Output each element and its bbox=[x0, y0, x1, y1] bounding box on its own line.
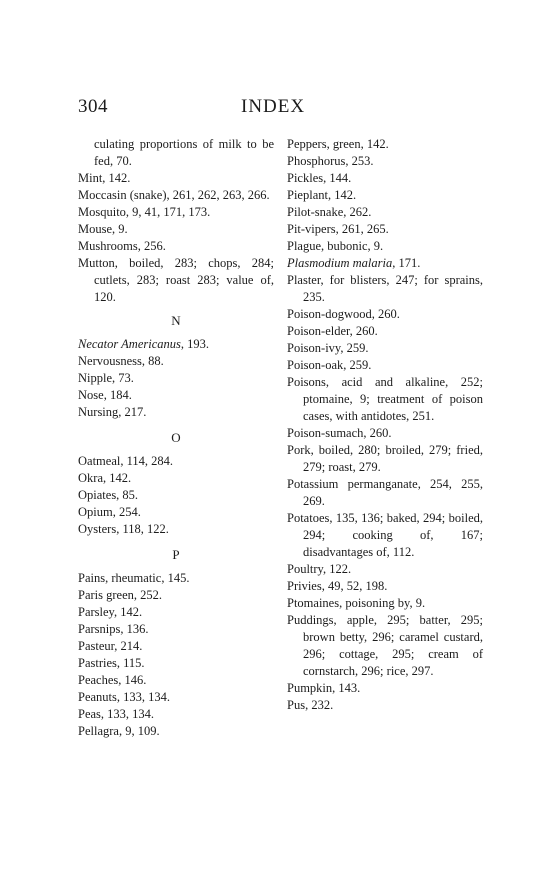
index-entry: Pains, rheumatic, 145. bbox=[78, 571, 190, 585]
left-column bbox=[78, 136, 274, 740]
index-entry: Paris green, 252. bbox=[78, 588, 163, 602]
index-entry: Poultry, 122. bbox=[287, 562, 352, 576]
index-entry: Peanuts, 133, 134. bbox=[78, 690, 171, 704]
index-entry: Opiates, 85. bbox=[78, 488, 139, 502]
index-entry: Poison-ivy, 259. bbox=[287, 341, 369, 355]
index-entry: Oatmeal, 114, 284. bbox=[78, 454, 174, 468]
index-entry: Nervousness, 88. bbox=[78, 354, 164, 368]
index-entry: Pus, 232. bbox=[287, 698, 334, 712]
index-entry: Privies, 49, 52, 198. bbox=[287, 579, 388, 593]
index-entry: Nursing, 217. bbox=[78, 405, 147, 419]
section-letter-p: P bbox=[172, 547, 180, 562]
index-entry: Plasmodium malaria, 171. bbox=[287, 256, 421, 270]
running-head: INDEX bbox=[241, 96, 306, 117]
index-entry: Phosphorus, 253. bbox=[287, 154, 374, 168]
index-entry: Moccasin (snake), 261, 262, 263, 266. bbox=[78, 188, 270, 202]
index-entry: Parsley, 142. bbox=[78, 605, 143, 619]
index-entry: Mosquito, 9, 41, 171, 173. bbox=[78, 205, 211, 219]
index-entry: Ptomaines, poisoning by, 9. bbox=[287, 596, 426, 610]
index-entry: Pastries, 115. bbox=[78, 656, 145, 670]
index-entry: Parsnips, 136. bbox=[78, 622, 149, 636]
index-entry: Peppers, green, 142. bbox=[287, 137, 389, 151]
index-entry: Okra, 142. bbox=[78, 471, 132, 485]
index-entry: Mushrooms, 256. bbox=[78, 239, 166, 253]
page-header bbox=[78, 96, 478, 120]
index-entry: Mutton, boiled, 283; chops, 284; cutlets, 283; roast 283; value of, 120. bbox=[78, 256, 274, 304]
index-entry: Poison-sumach, 260. bbox=[287, 426, 392, 440]
index-entry: Peas, 133, 134. bbox=[78, 707, 155, 721]
index-entry: Poisons, acid and alkaline, 252; ptomaine, 9; treatment of poison cases, with antidotes, 251. bbox=[287, 375, 483, 423]
index-entry: Mint, 142. bbox=[78, 171, 131, 185]
index-entry: Oysters, 118, 122. bbox=[78, 522, 169, 536]
index-entry: Puddings, apple, 295; batter, 295; brown betty, 296; caramel custard, 296; cottage, 295; cream of cornstarch, 296; rice, 297. bbox=[287, 613, 483, 678]
index-entry: Pellagra, 9, 109. bbox=[78, 724, 160, 738]
index-entry: Potassium permanganate, 254, 255, 269. bbox=[287, 477, 483, 508]
index-entry: Peaches, 146. bbox=[78, 673, 147, 687]
index-entry-continuation: culating proportions of milk to be fed, 70. bbox=[94, 137, 274, 168]
section-letter-o: O bbox=[171, 430, 181, 445]
index-entry: Nose, 184. bbox=[78, 388, 132, 402]
index-entry: Plague, bubonic, 9. bbox=[287, 239, 384, 253]
right-column bbox=[287, 136, 483, 714]
index-entry: Pit-vipers, 261, 265. bbox=[287, 222, 389, 236]
page-number: 304 bbox=[78, 96, 108, 117]
index-entry-italic: Plasmodium malaria bbox=[287, 256, 393, 270]
index-entry-italic: Necator Americanus bbox=[78, 337, 181, 351]
index-entry: Poison-dogwood, 260. bbox=[287, 307, 400, 321]
index-entry: Pumpkin, 143. bbox=[287, 681, 361, 695]
index-entry: Necator Americanus, 193. bbox=[78, 337, 210, 351]
index-entry: Pasteur, 214. bbox=[78, 639, 143, 653]
index-entry: Pieplant, 142. bbox=[287, 188, 357, 202]
index-entry: Pilot-snake, 262. bbox=[287, 205, 372, 219]
index-entry: Poison-elder, 260. bbox=[287, 324, 378, 338]
index-entry: Mouse, 9. bbox=[78, 222, 128, 236]
index-entry: Nipple, 73. bbox=[78, 371, 134, 385]
index-entry: Pickles, 144. bbox=[287, 171, 352, 185]
index-entry: Pork, boiled, 280; broiled, 279; fried, 279; roast, 279. bbox=[287, 443, 483, 474]
index-entry: Poison-oak, 259. bbox=[287, 358, 372, 372]
section-letter-n: N bbox=[171, 313, 181, 328]
index-entry: Potatoes, 135, 136; baked, 294; boiled, 294; cooking of, 167; disadvantages of, 112. bbox=[287, 511, 483, 559]
index-entry: Plaster, for blisters, 247; for sprains, 235. bbox=[287, 273, 483, 304]
index-entry: Opium, 254. bbox=[78, 505, 141, 519]
